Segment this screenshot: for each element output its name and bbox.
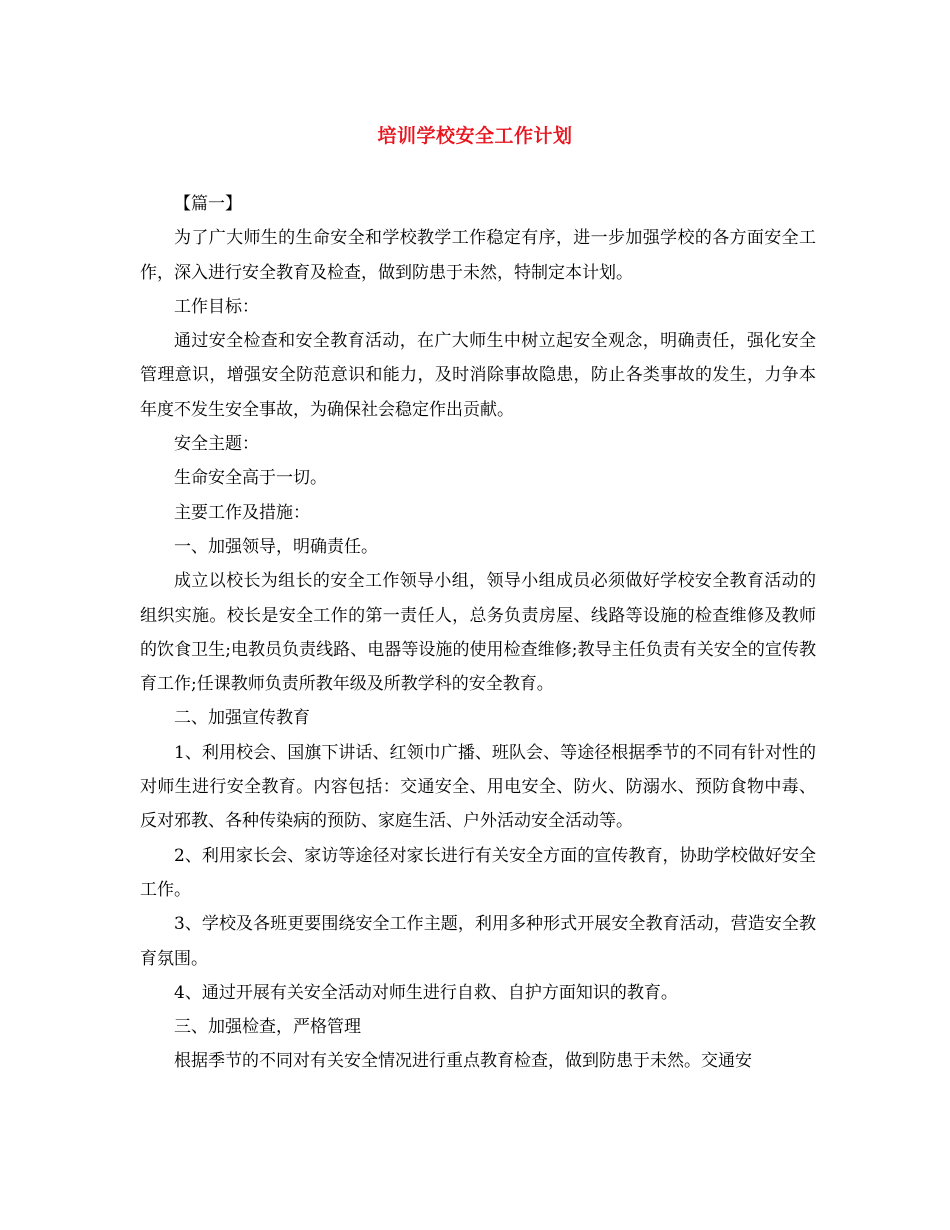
measure-2-item-4: 4、通过开展有关安全活动对师生进行自救、自护方面知识的教育。 <box>174 982 678 1003</box>
measures-heading: 主要工作及措施： <box>174 502 310 523</box>
section-label: 【篇一】 <box>174 194 242 214</box>
measure-1-paragraph: 成立以校长为组长的安全工作领导小组，领导小组成员必须做好学校安全教育活动的组织实施。校长是安全工作的第一责任人，总务负责房屋、线路等设施的检查维修及教师的饮食卫生;电教员负责线路、电器等设施的使用检查维修;教导主任负责有关安全的宣传教育工作;任课教师负责所教年级及所教学科的安全教育。 <box>140 571 816 695</box>
measure-1-heading: 一、加强领导，明确责任。 <box>174 536 378 557</box>
goal-paragraph: 通过安全检查和安全教育活动，在广大师生中树立起安全观念，明确责任，强化安全管理意识，增强安全防范意识和能力，及时消除事故隐患，防止各类事故的发生，力争本年度不发生安全事故，为确保社会稳定作出贡献。 <box>140 331 816 420</box>
measure-2-item-2: 2、利用家长会、家访等途径对家长进行有关安全方面的宣传教育，协助学校做好安全工作。 <box>140 845 816 900</box>
document-body <box>140 187 816 1079</box>
measure-2-item-1: 1、利用校会、国旗下讲话、红领巾广播、班队会、等途径根据季节的不同有针对性的对师生进行安全教育。内容包括：交通安全、用电安全、防火、防溺水、预防食物中毒、反对邪教、各种传染病的预防、家庭生活、户外活动安全活动等。 <box>140 742 816 832</box>
intro-paragraph: 为了广大师生的生命安全和学校教学工作稳定有序，进一步加强学校的各方面安全工作，深入进行安全教育及检查，做到防患于未然，特制定本计划。 <box>140 228 816 283</box>
measure-3-paragraph: 根据季节的不同对有关安全情况进行重点教育检查，做到防患于未然。交通安 <box>174 1051 752 1072</box>
measure-2-item-3: 3、学校及各班更要围绕安全工作主题，利用多种形式开展安全教育活动，营造安全教育氛围。 <box>140 914 816 969</box>
theme-heading: 安全主题： <box>174 434 259 455</box>
goal-heading: 工作目标： <box>174 296 259 317</box>
theme-paragraph: 生命安全高于一切。 <box>174 468 327 489</box>
document-title: 培训学校安全工作计划 <box>377 125 573 147</box>
measure-2-heading: 二、加强宣传教育 <box>174 708 310 729</box>
measure-3-heading: 三、加强检查，严格管理 <box>174 1017 361 1038</box>
